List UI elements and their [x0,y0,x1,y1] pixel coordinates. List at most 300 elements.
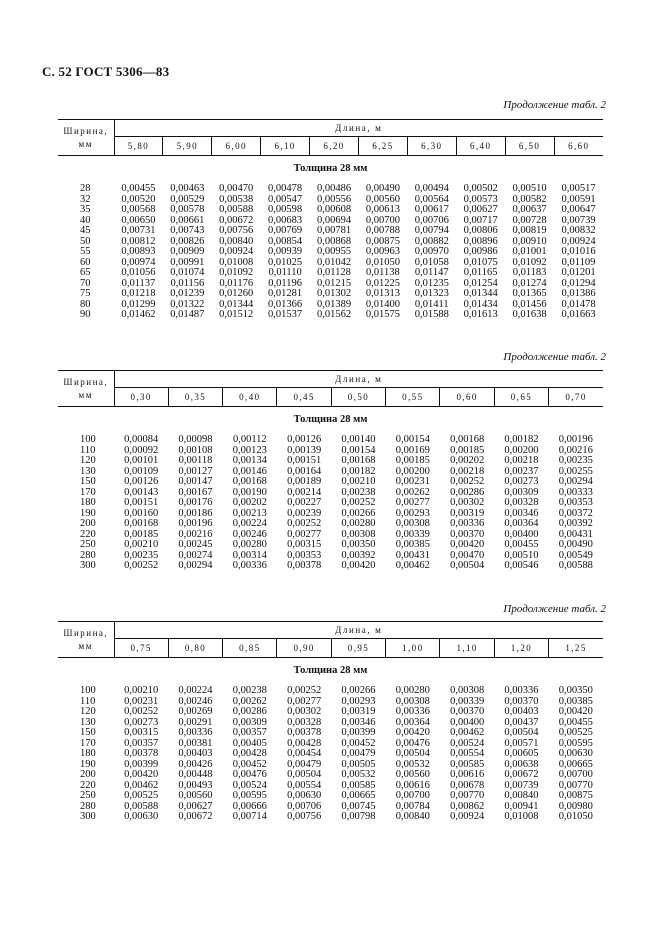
value-cell: 0,00378 [287,727,322,738]
value-cell: 0,00630 [124,811,159,822]
length-value-header: 6,10 [261,137,310,156]
value-cell: 0,00608 [316,204,352,215]
width-cell: 120 [80,455,96,466]
value-cell: 0,00554 [287,779,322,791]
value-cell: 0,00336 [450,518,485,529]
width-cell: 100 [80,685,96,696]
width-cell: 55 [80,246,91,257]
value-cell: 0,00739 [504,779,539,791]
length-value-header: 5,80 [114,137,163,156]
width-cell: 250 [80,539,96,550]
width-column-header: Ширина, мм [58,622,114,658]
value-cell: 0,00273 [124,716,159,728]
thickness-heading: Толщина 28 мм [293,664,368,676]
value-cell: 0,00280 [341,518,376,529]
value-cell: 0,00109 [124,465,159,477]
value-cell: 0,00328 [504,497,539,508]
value-cell: 0,00168 [232,476,267,487]
value-cell: 0,00140 [341,434,376,445]
value-cell: 0,01562 [316,309,352,320]
continuation-note-3: Продолжение табл. 2 [503,603,606,615]
width-cell: 190 [80,507,96,519]
value-cell: 0,00216 [558,444,593,456]
value-cell: 0,00182 [341,465,376,477]
length-header: Длина, м [114,622,603,639]
table-row [58,561,603,572]
value-cell: 0,00378 [124,748,159,759]
value-cell: 0,01165 [463,267,498,278]
value-cell: 0,00399 [124,758,159,770]
value-cell: 0,00186 [178,507,213,519]
width-cell: 170 [80,486,96,498]
value-cell: 0,00788 [365,225,400,236]
value-cell: 0,00308 [395,518,430,529]
page-title: С. 52 ГОСТ 5306—83 [42,64,170,79]
width-column-header: Ширина, мм [58,371,114,407]
value-cell: 0,00588 [124,800,159,812]
value-cell: 0,00462 [395,560,430,571]
value-cell: 0,00210 [124,539,159,550]
value-cell: 0,00462 [124,779,159,791]
width-cell: 220 [80,528,96,540]
value-cell: 0,00252 [287,685,322,696]
value-cell: 0,00218 [450,465,485,477]
value-cell: 0,00924 [561,235,596,247]
table-row [58,728,603,739]
value-cell: 0,00476 [395,737,430,749]
value-cell: 0,00517 [561,183,596,194]
value-cell: 0,00546 [504,560,539,571]
value-cell: 0,01344 [463,288,498,299]
length-value-header: 0,60 [440,388,494,407]
value-cell: 0,01137 [121,277,156,289]
value-cell: 0,00510 [504,549,539,561]
value-cell: 0,00286 [232,706,267,717]
value-cell: 0,01456 [512,298,547,310]
value-cell: 0,00308 [450,685,485,696]
value-cell: 0,00167 [178,486,213,498]
value-cell: 0,00262 [232,695,267,707]
value-cell: 0,00826 [170,235,205,247]
value-cell: 0,00269 [178,706,213,717]
value-cell: 0,00455 [121,183,156,194]
value-cell: 0,00504 [287,769,322,780]
value-cell: 0,01313 [365,288,400,299]
value-cell: 0,00525 [558,727,593,738]
length-value-header: 1,20 [494,639,548,658]
value-cell: 0,00478 [268,183,303,194]
value-cell: 0,00123 [232,444,267,456]
value-cell: 0,01156 [170,277,205,289]
value-cell: 0,00647 [561,204,596,215]
value-cell: 0,00819 [512,225,547,236]
value-cell: 0,00302 [287,706,322,717]
value-cell: 0,00672 [219,214,254,226]
value-cell: 0,00560 [365,193,400,205]
value-cell: 0,00556 [316,193,352,205]
value-cell: 0,00336 [178,727,213,738]
width-cell: 180 [80,748,96,759]
length-value-header: 6,20 [310,137,359,156]
value-cell: 0,00605 [504,748,539,759]
value-cell: 0,00262 [395,486,430,498]
value-cell: 0,01109 [561,256,596,268]
thickness-heading: Толщина 28 мм [293,162,368,174]
value-cell: 0,00245 [178,539,213,550]
value-cell: 0,00154 [341,444,376,456]
value-cell: 0,00504 [450,560,485,571]
value-cell: 0,00168 [124,518,159,529]
value-cell: 0,00302 [450,497,485,508]
value-cell: 0,00238 [341,486,376,498]
value-cell: 0,00486 [316,183,352,194]
value-cell: 0,00554 [450,748,485,759]
value-cell: 0,00405 [232,737,267,749]
value-cell: 0,00627 [463,204,498,215]
width-cell: 200 [80,769,96,780]
value-cell: 0,00939 [268,246,303,257]
width-cell: 130 [80,465,96,477]
value-cell: 0,01215 [316,277,352,289]
value-cell: 0,01487 [170,309,205,320]
value-cell: 0,00598 [268,204,303,215]
value-cell: 0,00585 [450,758,485,770]
value-cell: 0,00084 [124,434,159,445]
value-cell: 0,00613 [365,204,400,215]
value-cell: 0,01074 [170,267,205,278]
width-cell: 60 [80,256,91,268]
value-cell: 0,00970 [414,246,449,257]
value-cell: 0,00479 [287,758,322,770]
value-cell: 0,01016 [561,246,596,257]
value-cell: 0,00196 [178,518,213,529]
value-cell: 0,00210 [124,685,159,696]
table-row [58,310,603,321]
weight-table [58,119,603,321]
length-value-header: 0,45 [277,388,331,407]
value-cell: 0,00479 [341,748,376,759]
width-cell: 200 [80,518,96,529]
table-row [58,268,603,279]
value-cell: 0,00694 [316,214,352,226]
value-cell: 0,00277 [287,528,322,540]
value-cell: 0,00252 [124,560,159,571]
value-cell: 0,00160 [124,507,159,519]
value-cell: 0,01128 [317,267,351,278]
value-cell: 0,00168 [450,434,485,445]
length-value-header: 1,00 [386,639,440,658]
value-cell: 0,01575 [365,309,400,320]
value-cell: 0,00991 [170,256,205,268]
length-value-header: 0,70 [549,388,603,407]
value-cell: 0,00370 [450,528,485,540]
value-cell: 0,00309 [504,486,539,498]
width-cell: 180 [80,497,96,508]
value-cell: 0,00840 [395,811,430,822]
value-cell: 0,00717 [463,214,498,226]
length-value-header: 0,65 [494,388,548,407]
value-cell: 0,00770 [450,790,485,801]
value-cell: 0,00745 [341,800,376,812]
value-cell: 0,00525 [124,790,159,801]
value-cell: 0,00381 [178,737,213,749]
value-cell: 0,00638 [504,758,539,770]
value-cell: 0,00286 [450,486,485,498]
value-cell: 0,01225 [365,277,400,289]
width-cell: 150 [80,727,96,738]
value-cell: 0,00134 [232,455,267,466]
value-cell: 0,00280 [395,685,430,696]
value-cell: 0,00200 [504,444,539,456]
value-cell: 0,01323 [414,288,449,299]
value-cell: 0,00743 [170,225,205,236]
value-cell: 0,00875 [558,790,593,801]
width-cell: 75 [80,288,91,299]
value-cell: 0,01462 [121,309,156,320]
width-cell: 50 [80,235,91,247]
value-cell: 0,00470 [450,549,485,561]
value-cell: 0,01260 [219,288,254,299]
value-cell: 0,01138 [366,267,400,278]
value-cell: 0,01050 [365,256,400,268]
value-cell: 0,00293 [341,695,376,707]
length-value-header: 6,25 [358,137,407,156]
value-cell: 0,00476 [232,769,267,780]
value-cell: 0,00328 [287,716,322,728]
table-row [58,226,603,237]
value-cell: 0,00239 [287,507,322,519]
value-cell: 0,01183 [512,267,547,278]
table-row [58,770,603,781]
value-cell: 0,00143 [124,486,159,498]
width-cell: 170 [80,737,96,749]
value-cell: 0,00196 [558,434,593,445]
value-cell: 0,00364 [504,518,539,529]
value-cell: 0,00400 [504,528,539,540]
value-cell: 0,00139 [287,444,322,456]
value-cell: 0,01638 [512,309,547,320]
value-cell: 0,00431 [558,528,593,540]
value-cell: 0,01218 [121,288,156,299]
value-cell: 0,00372 [558,507,593,519]
value-cell: 0,00585 [341,779,376,791]
value-cell: 0,00672 [178,811,213,822]
value-cell: 0,00431 [395,549,430,561]
value-cell: 0,00108 [178,444,213,456]
width-cell: 40 [80,214,91,226]
value-cell: 0,00420 [558,706,593,717]
width-cell: 280 [80,549,96,561]
value-cell: 0,01537 [268,309,303,320]
value-cell: 0,00728 [512,214,547,226]
value-cell: 0,00231 [124,695,159,707]
value-cell: 0,00255 [558,465,593,477]
length-value-header: 5,90 [163,137,212,156]
value-cell: 0,00798 [341,811,376,822]
value-cell: 0,00319 [450,507,485,519]
table-block-2 [58,370,603,572]
value-cell: 0,00176 [178,497,213,508]
value-cell: 0,00840 [504,790,539,801]
value-cell: 0,00314 [232,549,267,561]
value-cell: 0,00428 [287,737,322,749]
value-cell: 0,00588 [558,560,593,571]
value-cell: 0,00862 [450,800,485,812]
length-value-header: 0,80 [168,639,222,658]
value-cell: 0,00616 [395,779,430,791]
value-cell: 0,00385 [558,695,593,707]
value-cell: 0,01001 [512,246,547,257]
value-cell: 0,00560 [395,769,430,780]
value-cell: 0,00547 [268,193,303,205]
length-value-header: 0,90 [277,639,331,658]
value-cell: 0,00392 [341,549,376,561]
value-cell: 0,00538 [219,193,254,205]
value-cell: 0,00364 [395,716,430,728]
value-cell: 0,00595 [232,790,267,801]
value-cell: 0,00549 [558,549,593,561]
value-cell: 0,00454 [287,748,322,759]
value-cell: 0,01092 [219,267,254,278]
value-cell: 0,01042 [316,256,352,268]
value-cell: 0,00493 [178,779,213,791]
length-value-header: 1,10 [440,639,494,658]
value-cell: 0,00266 [341,685,376,696]
value-cell: 0,00980 [558,800,593,812]
value-cell: 0,01235 [414,277,449,289]
table-row [58,205,603,216]
value-cell: 0,01147 [414,267,449,278]
value-cell: 0,00470 [219,183,254,194]
value-cell: 0,00524 [450,737,485,749]
value-cell: 0,00909 [170,246,205,257]
value-cell: 0,00420 [341,560,376,571]
value-cell: 0,00637 [512,204,547,215]
value-cell: 0,00452 [232,758,267,770]
value-cell: 0,01400 [365,298,400,310]
value-cell: 0,01008 [219,256,254,268]
value-cell: 0,01478 [561,298,596,310]
table-block-3 [58,621,603,823]
width-cell: 280 [80,800,96,812]
value-cell: 0,00112 [232,434,267,445]
value-cell: 0,00812 [121,235,156,247]
value-cell: 0,00502 [463,183,498,194]
value-cell: 0,00182 [504,434,539,445]
value-cell: 0,00339 [395,528,430,540]
value-cell: 0,00308 [395,695,430,707]
width-cell: 80 [80,298,91,310]
width-cell: 35 [80,204,91,215]
value-cell: 0,00333 [558,486,593,498]
value-cell: 0,00224 [232,518,267,529]
width-cell: 130 [80,716,96,728]
value-cell: 0,00400 [450,716,485,728]
value-cell: 0,01344 [219,298,254,310]
table-row [58,289,603,300]
value-cell: 0,01239 [170,288,205,299]
value-cell: 0,01110 [268,267,302,278]
width-cell: 190 [80,758,96,770]
value-cell: 0,00666 [232,800,267,812]
value-cell: 0,00385 [395,539,430,550]
width-cell: 90 [80,309,91,320]
value-cell: 0,00336 [232,560,267,571]
value-cell: 0,00617 [414,204,449,215]
value-cell: 0,00266 [341,507,376,519]
value-cell: 0,00868 [316,235,352,247]
value-cell: 0,00706 [414,214,449,226]
value-cell: 0,00627 [178,800,213,812]
value-cell: 0,00319 [341,706,376,717]
length-value-header: 1,25 [549,639,603,658]
length-value-header: 0,35 [168,388,222,407]
value-cell: 0,00578 [170,204,205,215]
table-row [58,749,603,760]
value-cell: 0,00510 [512,183,547,194]
value-cell: 0,00252 [341,497,376,508]
value-cell: 0,00202 [232,497,267,508]
value-cell: 0,00910 [512,235,547,247]
value-cell: 0,00882 [414,235,449,247]
value-cell: 0,00246 [178,695,213,707]
value-cell: 0,00246 [232,528,267,540]
value-cell: 0,01056 [121,267,156,278]
length-value-header: 0,75 [114,639,168,658]
value-cell: 0,00706 [287,800,322,812]
value-cell: 0,01366 [268,298,303,310]
value-cell: 0,00370 [504,695,539,707]
value-cell: 0,00875 [365,235,400,247]
length-value-header: 0,30 [114,388,168,407]
value-cell: 0,00448 [178,769,213,780]
thickness-heading: Толщина 28 мм [293,413,368,425]
value-cell: 0,00784 [395,800,430,812]
value-cell: 0,00794 [414,225,449,236]
table-row [58,540,603,551]
weight-table [58,370,603,572]
value-cell: 0,00218 [504,455,539,466]
value-cell: 0,00770 [558,779,593,791]
width-cell: 300 [80,560,96,571]
width-cell: 45 [80,225,91,236]
value-cell: 0,00630 [558,748,593,759]
table-row [58,184,603,195]
width-cell: 110 [80,444,96,456]
value-cell: 0,00118 [178,455,213,466]
value-cell: 0,00582 [512,193,547,205]
value-cell: 0,00455 [558,716,593,728]
length-value-header: 0,55 [386,388,440,407]
value-cell: 0,01058 [414,256,449,268]
width-cell: 65 [80,267,91,278]
value-cell: 0,00126 [287,434,322,445]
value-cell: 0,01512 [219,309,254,320]
value-cell: 0,00252 [450,476,485,487]
value-cell: 0,00490 [365,183,400,194]
value-cell: 0,00126 [124,476,159,487]
value-cell: 0,01386 [561,288,596,299]
value-cell: 0,01299 [121,298,156,310]
value-cell: 0,01274 [512,277,547,289]
value-cell: 0,00420 [395,727,430,738]
value-cell: 0,00630 [287,790,322,801]
value-cell: 0,00564 [414,193,449,205]
value-cell: 0,00151 [287,455,322,466]
value-cell: 0,00403 [178,748,213,759]
value-cell: 0,01281 [268,288,303,299]
value-cell: 0,01176 [219,277,254,289]
